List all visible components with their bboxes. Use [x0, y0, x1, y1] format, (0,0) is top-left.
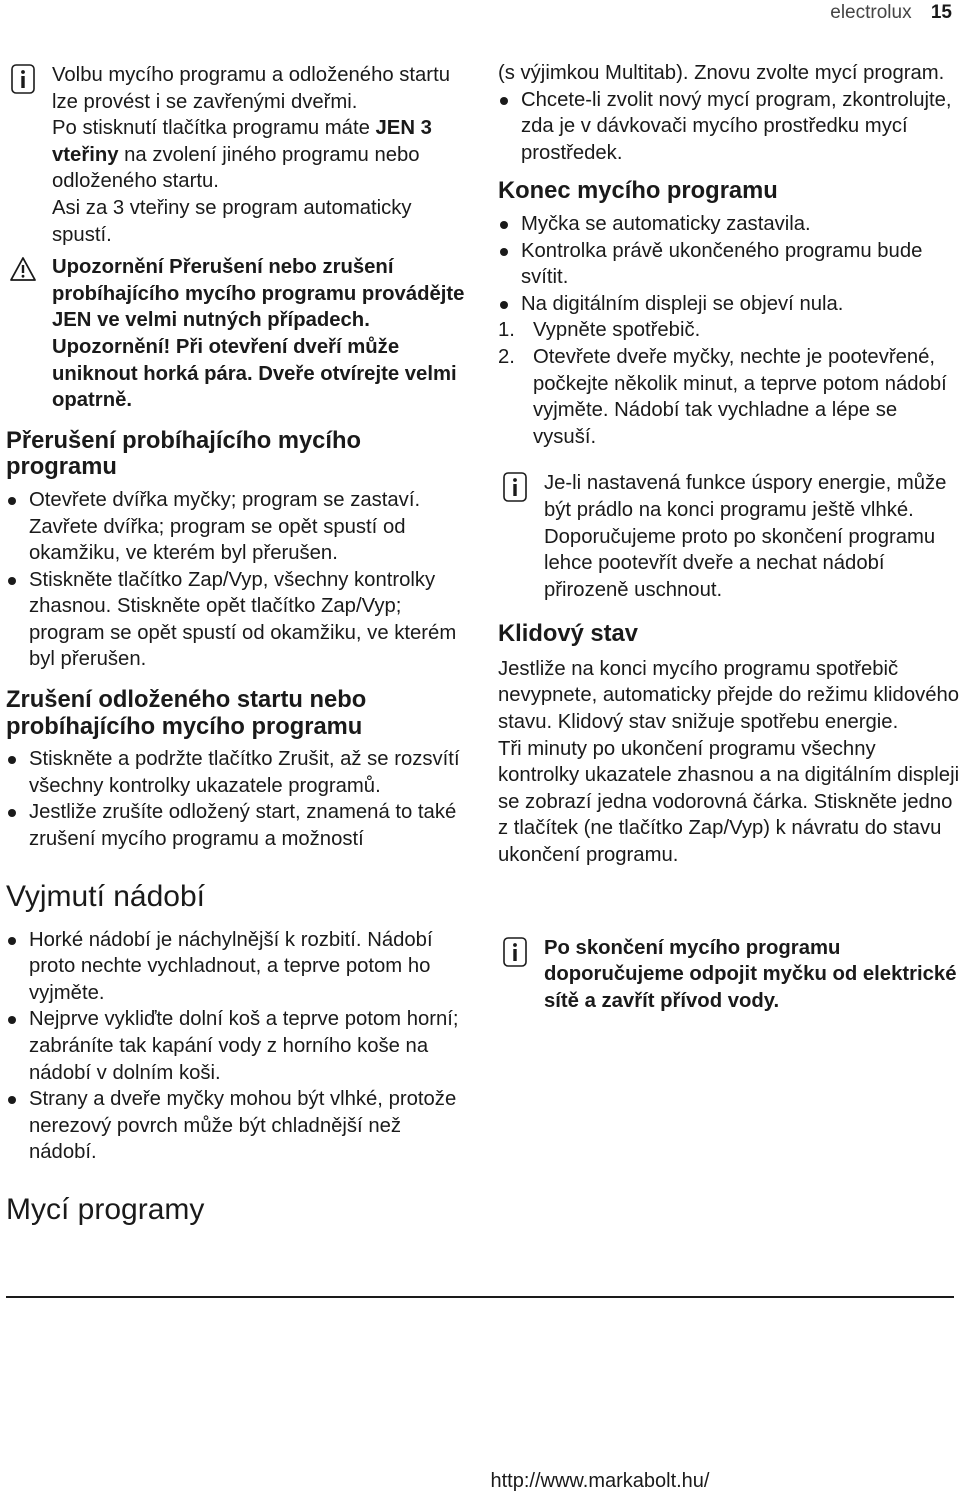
unload-list [6, 927, 468, 1166]
interrupt-list [6, 487, 468, 673]
info-text: Volbu mycího programu a odloženého startu lze provést i se zavřenými dveřmi. [52, 64, 450, 113]
end-steps [498, 317, 960, 450]
warning-note [6, 254, 468, 414]
list-item: Strany a dveře myčky mohou být vlhké, protože nerezový povrch může být chladnější než nádobí. [6, 1086, 468, 1166]
right-column [498, 60, 960, 1014]
list-item: Horké nádobí je náchylnější k rozbití. Nádobí proto nechte vychladnout, a teprve potom ho vyjměte. [6, 927, 468, 1007]
info-text-3: Asi za 3 vteřiny se program automaticky spustí. [52, 196, 412, 246]
list-item: Stiskněte tlačítko Zap/Vyp, všechny kontrolky zhasnou. Stiskněte opět tlačítko Zap/Vyp; program se opět spustí od okamžiku, ve kterém byl přerušen. [6, 567, 468, 673]
list-item: Otevřete dvířka myčky; program se zastaví. Zavřete dvířka; program se opět spustí od okamžiku, ve kterém byl přerušen. [6, 487, 468, 567]
info-note-energy [498, 470, 960, 603]
continued-text: (s výjimkou Multitab). Znovu zvolte mycí program. [498, 62, 945, 84]
end-list [498, 211, 960, 317]
reselect-list [498, 87, 960, 167]
info-note [6, 62, 468, 248]
section-title-standby: Klidový stav [498, 620, 638, 648]
info-note-disconnect [498, 935, 960, 1015]
info-text: Je-li nastavená funkce úspory energie, může být prádlo na konci programu ještě vlhké. Doporučujeme proto po skončení programu lehce pootevřít dveře a nechat nádobí přirozeně uschnout. [544, 472, 947, 601]
page-footer [0, 1470, 960, 1493]
list-item: Jestliže zrušíte odložený start, znamená to také zrušení mycího programu a možností [6, 799, 468, 852]
warning-icon [6, 254, 40, 414]
info-text-bold: Po skončení mycího programu doporučujeme odpojit myčku od elektrické sítě a zavřít přívod vody. [544, 936, 957, 1012]
list-item: Myčka se automaticky zastavila. [498, 211, 960, 238]
page-number: 15 [930, 2, 952, 23]
footer-url: http://www.markabolt.hu/ [490, 1470, 710, 1492]
info-text-2: Po stisknutí tlačítka programu máte JEN 3 vteřiny na zvolení jiného programu nebo odloženého startu. [52, 117, 432, 193]
step-item: 2. Otevřete dveře myčky, nechte je pootevřené, počkejte několik minut, a teprve potom nádobí vyjměte. Nádobí tak vychladne a lépe se vysuší. [498, 345, 947, 448]
info-icon [498, 470, 532, 603]
list-item: Na digitálním displeji se objeví nula. [498, 291, 960, 318]
section-divider-right [498, 1296, 954, 1298]
standby-text-2: Tři minuty po ukončení programu všechny kontrolky ukazatele zhasnou a na digitálním displeji se zobrazí jedna vodorovná čárka. Stiskněte jedno z tlačítek (ne tlačítko Zap/Vyp) k návratu do stavu ukončení programu. [498, 737, 960, 867]
info-icon [498, 935, 532, 1015]
left-column [6, 62, 468, 1228]
warning-text-2: Upozornění! Při otevření dveří může uniknout horká pára. Dveře otvírejte velmi opatrně. [52, 335, 457, 412]
list-item: Nejprve vykliďte dolní koš a teprve potom horní; zabráníte tak kapání vody z horního koše na nádobí v dolním koši. [6, 1006, 468, 1086]
section-title-end: Konec mycího programu [498, 177, 778, 205]
standby-text: Jestliže na konci mycího programu spotřebič nevypnete, automaticky přejde do režimu klidového stavu. Klidový stav snižuje spotřebu energie. [498, 657, 960, 734]
step-item: 1. Vypněte spotřebič. [498, 319, 701, 342]
section-title-programs: Mycí programy [6, 1192, 205, 1226]
info-icon [6, 62, 40, 248]
page-header [830, 2, 952, 24]
section-title-unload: Vyjmutí nádobí [6, 879, 205, 913]
section-title-interrupt: Přerušení probíhajícího mycího programu [6, 426, 362, 481]
list-item: Stiskněte a podržte tlačítko Zrušit, až se rozsvítí všechny kontrolky ukazatele programů. [6, 746, 468, 799]
list-item: Kontrolka právě ukončeného programu bude svítit. [498, 238, 960, 291]
section-title-cancel: Zrušení odloženého startu nebo probíhajícího mycího programu [6, 686, 367, 740]
cancel-list [6, 746, 468, 852]
list-item: Chcete-li zvolit nový mycí program, zkontrolujte, zda je v dávkovači mycího prostředku mycí prostředek. [498, 87, 960, 167]
warning-text: Upozornění Přerušení nebo zrušení probíhajícího mycího programu provádějte JEN ve velmi nutných případech. [52, 256, 465, 332]
brand-name: electrolux [830, 2, 912, 23]
